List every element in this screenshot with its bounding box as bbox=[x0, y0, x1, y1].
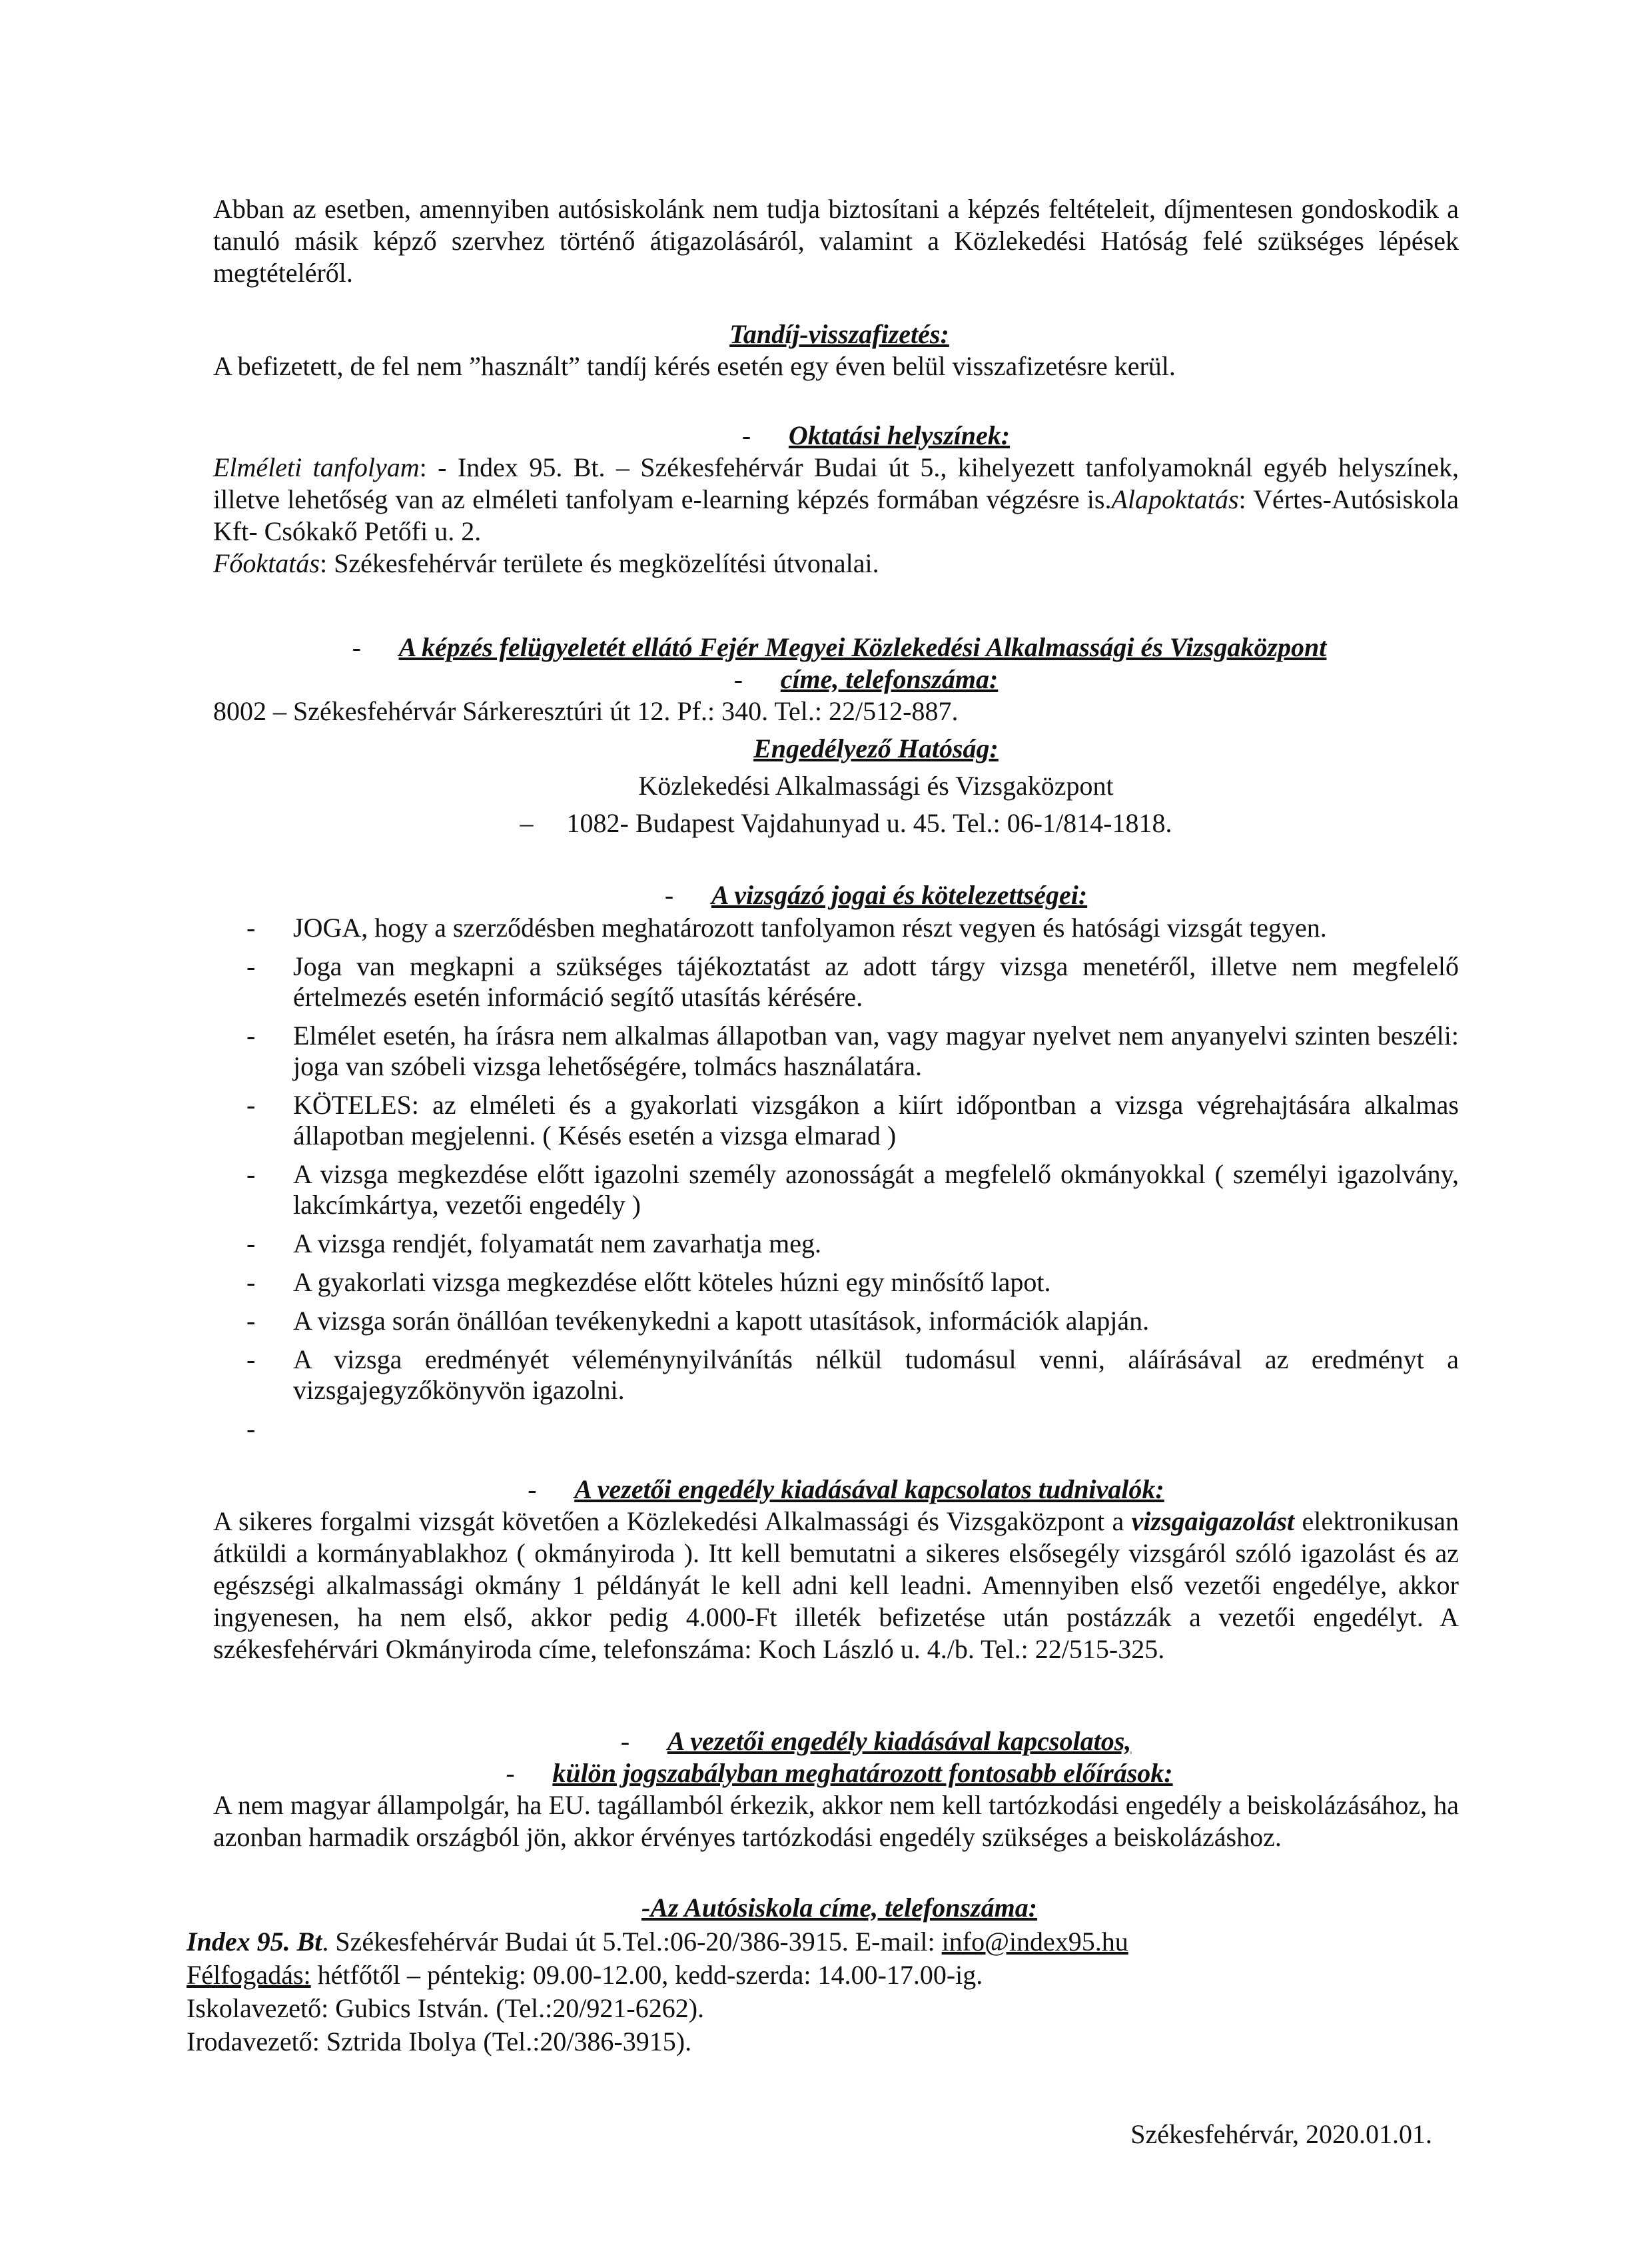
supervisor-dash2: - bbox=[733, 664, 743, 694]
authority-address-line bbox=[0, 807, 1652, 839]
regulations-dash1: - bbox=[620, 1726, 630, 1756]
supervisor-heading-line2 bbox=[0, 664, 1652, 695]
list-item bbox=[246, 1021, 1459, 1082]
list-bullet: - bbox=[246, 951, 256, 981]
intro-paragraph: Abban az esetben, amennyiben autósiskolánk nem tudja biztosítani a képzés feltételeit, díjmentesen gondoskodik a tanuló másik képző szervhez történő átigazolásáról, valamint a Közlekedési Hatóság felé szükséges lépések megtételéről. bbox=[213, 194, 1459, 288]
supervisor-dash1: - bbox=[352, 632, 361, 662]
list-bullet: - bbox=[246, 1414, 256, 1444]
contact-line-hours bbox=[187, 1959, 1452, 1992]
authority-dash: – bbox=[520, 808, 534, 838]
company-address: Székesfehérvár Budai út 5.Tel.:06-20/386-3915. E-mail: bbox=[328, 1927, 942, 1957]
main-label: Főoktatás bbox=[213, 548, 320, 578]
list-item-text: KÖTELES: az elméleti és a gyakorlati vizsgákon a kiírt időpontban a vizsga végrehajtására alkalmas állapotban megjelenni. ( Késés esetén a vizsga elmarad ) bbox=[293, 1090, 1459, 1150]
authority-address: 1082- Budapest Vajdahunyad u. 45. Tel.: 06-1/814-1818. bbox=[566, 808, 1172, 838]
regulations-heading-line2 bbox=[0, 1757, 1652, 1789]
locations-paragraph bbox=[213, 452, 1459, 580]
list-bullet: - bbox=[246, 1090, 256, 1120]
refund-paragraph: A befizetett, de fel nem ”használt” tandíj kérés esetén egy éven belül visszafizetésre kerül. bbox=[213, 351, 1176, 381]
school-head: Iskolavezető: Gubics István. (Tel.:20/921-6262). bbox=[187, 1993, 705, 2023]
hours-label: Félfogadás: bbox=[187, 1960, 311, 1990]
license-heading-text: A vezetői engedély kiadásával kapcsolatos tudnivalók: bbox=[574, 1474, 1164, 1504]
license-text-after: elektronikusan átküldi a kormányablakhoz ( okmányiroda ). Itt kell bemutatni a sikeres elsősegély vizsgáról szóló igazolást és az egészségi alkalmassági okmány 1 példányát le kell adni kell leadni. Amennyiben első vezetői engedélye, akkor ingyenesen, ha nem első, akkor pedig 4.000-Ft illeték befizetése után postázzák a vezetői engedélyt. A székesfehérvári Okmányiroda címe, telefonszáma: Koch László u. 4./b. Tel.: 22/515-325. bbox=[213, 1506, 1459, 1664]
locations-heading-text: Oktatási helyszínek: bbox=[788, 420, 1011, 450]
theory-text: : - Index 95. Bt. – Székesfehérvár Budai út 5., kihelyezett tanfolyamoknál egyéb helyszínek, illetve lehetőség van az elméleti tanfolyam e-learning képzés formában végzésre is. bbox=[213, 452, 1459, 514]
list-item-text: A vizsga megkezdése előtt igazolni személy azonosságát a megfelelő okmányokkal ( személyi igazolvány, lakcímkártya, vezetői engedély ) bbox=[293, 1159, 1459, 1220]
list-item-text: JOGA, hogy a szerződésben meghatározott tanfolyamon részt vegyen és hatósági vizsgát tegyen. bbox=[293, 913, 1327, 943]
list-item bbox=[246, 913, 1459, 943]
supervisor-heading2: címe, telefonszáma: bbox=[780, 664, 999, 694]
list-item bbox=[246, 1344, 1459, 1406]
supervisor-heading-line1 bbox=[0, 632, 1652, 664]
list-bullet: - bbox=[246, 1021, 256, 1051]
rights-list bbox=[246, 913, 1459, 1452]
main-text: : Székesfehérvár területe és megközelítési útvonalai. bbox=[319, 548, 879, 578]
regulations-dash2: - bbox=[506, 1758, 515, 1788]
office-head: Irodavezető: Sztrida Ibolya (Tel.:20/386-3915). bbox=[187, 2027, 692, 2056]
license-heading bbox=[0, 1474, 1652, 1506]
regulations-heading-line1 bbox=[0, 1725, 1652, 1757]
license-heading-dash: - bbox=[528, 1474, 537, 1504]
contact-block bbox=[187, 1925, 1452, 2058]
supervisor-heading1: A képzés felügyeletét ellátó Fejér Megyei Közlekedési Alkalmassági és Vizsgaközpont bbox=[398, 632, 1327, 662]
company-name: Index 95. Bt bbox=[187, 1927, 322, 1957]
list-bullet: - bbox=[246, 1344, 256, 1374]
place-date: Székesfehérvár, 2020.01.01. bbox=[1130, 2119, 1432, 2149]
license-text-before: A sikeres forgalmi vizsgát követően a Közlekedési Alkalmassági és Vizsgaközpont a bbox=[213, 1506, 1132, 1536]
authority-heading bbox=[0, 733, 1652, 765]
locations-heading bbox=[0, 420, 1652, 452]
list-item bbox=[246, 1267, 1459, 1298]
list-item bbox=[246, 1414, 1459, 1444]
list-item bbox=[246, 1306, 1459, 1336]
list-item bbox=[246, 951, 1459, 1013]
rights-heading-dash: - bbox=[664, 880, 674, 910]
rights-heading bbox=[0, 879, 1652, 911]
hours-text: hétfőtől – péntekig: 09.00-12.00, kedd-szerda: 14.00-17.00-ig. bbox=[310, 1960, 983, 1990]
list-item-text: A vizsga rendjét, folyamatát nem zavarhatja meg. bbox=[293, 1228, 822, 1258]
list-item bbox=[246, 1159, 1459, 1220]
refund-heading-text: Tandíj-visszafizetés: bbox=[729, 319, 949, 349]
contact-heading bbox=[0, 1892, 1652, 1924]
theory-label: Elméleti tanfolyam bbox=[213, 452, 420, 482]
list-item bbox=[246, 1090, 1459, 1151]
list-bullet: - bbox=[246, 1228, 256, 1258]
list-item bbox=[246, 1228, 1459, 1259]
contact-heading-text: -Az Autósiskola címe, telefonszáma: bbox=[641, 1893, 1038, 1923]
license-paragraph bbox=[213, 1506, 1459, 1665]
list-bullet: - bbox=[246, 1267, 256, 1297]
company-dot: . bbox=[322, 1927, 329, 1957]
supervisor-address: 8002 – Székesfehérvár Sárkeresztúri út 12. Pf.: 340. Tel.: 22/512-887. bbox=[213, 696, 959, 726]
list-bullet: - bbox=[246, 1159, 256, 1189]
locations-heading-dash: - bbox=[741, 420, 751, 450]
regulations-heading1: A vezetői engedély kiadásával kapcsolatos, bbox=[667, 1726, 1132, 1756]
authority-heading-text: Engedélyező Hatóság: bbox=[753, 733, 999, 763]
license-text-em: vizsgaigazolást bbox=[1131, 1506, 1295, 1536]
list-item-text: Joga van megkapni a szükséges tájékoztatást az adott tárgy vizsga menetéről, illetve nem megfelelő értelmezés esetén információ segítő utasítás kérésére. bbox=[293, 951, 1459, 1012]
email-link[interactable]: info@index95.hu bbox=[941, 1927, 1128, 1957]
list-item-text: A vizsga eredményét véleménynyilvánítás nélkül tudomásul venni, aláírásával az eredményt a vizsgajegyzőkönyvön igazolni. bbox=[293, 1344, 1459, 1405]
list-item-text: Elmélet esetén, ha írásra nem alkalmas állapotban van, vagy magyar nyelvet nem anyanyelvi szinten beszéli: joga van szóbeli vizsga lehetőségére, tolmács használatára. bbox=[293, 1021, 1459, 1081]
refund-heading bbox=[0, 318, 1652, 350]
list-item-text: A gyakorlati vizsga megkezdése előtt köteles húzni egy minősítő lapot. bbox=[293, 1267, 1051, 1297]
contact-line-address bbox=[187, 1925, 1452, 1959]
list-bullet: - bbox=[246, 1306, 256, 1336]
regulations-heading2: külön jogszabályban meghatározott fontosabb előírások: bbox=[552, 1758, 1173, 1788]
list-bullet: - bbox=[246, 913, 256, 943]
authority-name: Közlekedési Alkalmassági és Vizsgaközpont bbox=[638, 771, 1114, 801]
basic-label: Alapoktatás bbox=[1111, 484, 1239, 514]
regulations-paragraph: A nem magyar állampolgár, ha EU. tagállamból érkezik, akkor nem kell tartózkodási engedély a beiskolázásához, ha azonban harmadik országból jön, akkor érvényes tartózkodási engedély szükséges a beiskolázáshoz. bbox=[213, 1790, 1459, 1852]
basic-text: : Vértes-Autósiskola Kft- Csókakő Petőfi u. 2. bbox=[213, 484, 1459, 546]
list-item-text: A vizsga során önállóan tevékenykedni a kapott utasítások, információk alapján. bbox=[293, 1306, 1150, 1336]
rights-heading-text: A vizsgázó jogai és kötelezettségei: bbox=[711, 880, 1088, 910]
